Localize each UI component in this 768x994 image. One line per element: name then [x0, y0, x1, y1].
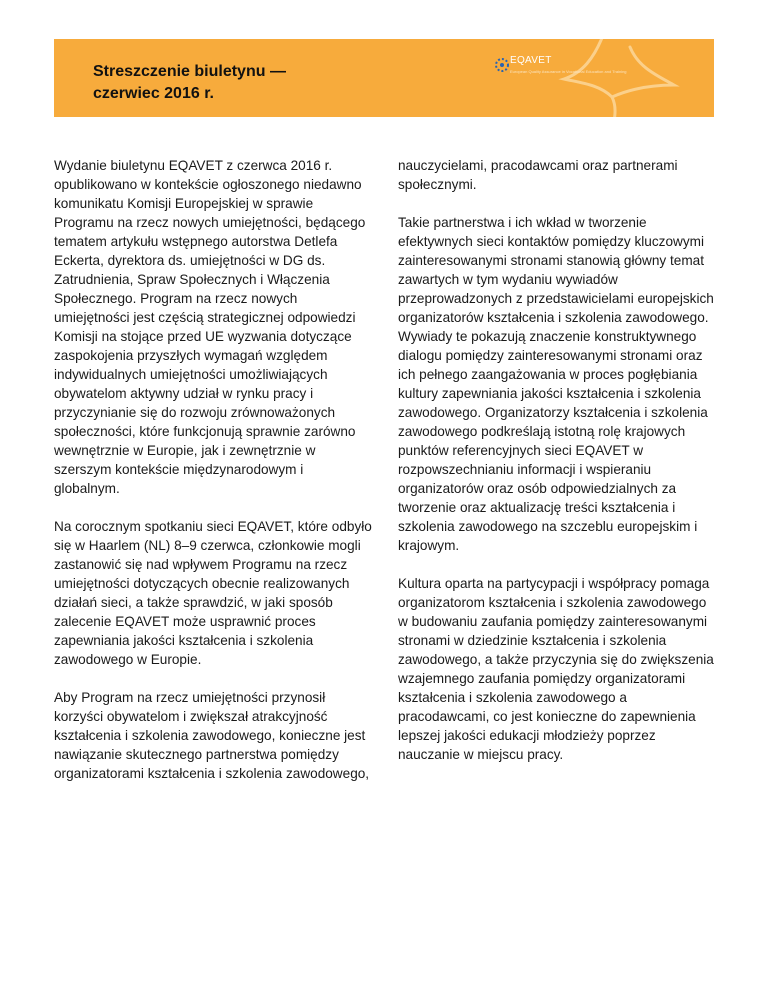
- right-column: [398, 156, 714, 783]
- paragraph: Na corocznym spotkaniu sieci EQAVET, które odbyło się w Haarlem (NL) 8–9 czerwca, członkowie mogli zastanowić się nad wpływem Programu na rzecz umiejętności dotyczących obecnie realizowanych działań sieci, a także sprawdzić, w jaki sposób zalecenie EQAVET może usprawnić proces zapewniania jakości kształcenia i szkolenia zawodowego w Europie.: [54, 519, 372, 667]
- logo-text: EQAVET: [510, 55, 552, 66]
- eqavet-logo: [494, 53, 634, 107]
- paragraph: Wydanie biuletynu EQAVET z czerwca 2016 r. opublikowano w kontekście ogłoszonego niedawno komunikatu Komisji Europejskiej w sprawie Programu na rzecz nowych umiejętności, będącego tematem artykułu wstępnego autorstwa Detlefa Eckerta, dyrektora ds. umiejętności w DG ds. Zatrudnienia, Spraw Społecznych i Włączenia Społecznego. Program na rzecz nowych umiejętności jest częścią strategicznej odpowiedzi Komisji na stojące przed UE wyzwania dotyczące zaspokojenia przyszłych wymagań względem indywidualnych umiejętności umożliwiających obywatelom aktywny udział w rynku pracy i przyczynianie się do rozwoju zrównoważonych społeczności, które funkcjonują sprawnie zarówno wewnętrznie w Europie, jak i zewnętrznie w szerszym kontekście międzynarodowym i globalnym.: [54, 158, 366, 496]
- left-column: [54, 156, 372, 802]
- header-banner: [54, 39, 714, 117]
- document-title: Streszczenie biuletynu — czerwiec 2016 r.: [93, 63, 286, 102]
- paragraph: nauczycielami, pracodawcami oraz partnerami społecznymi.: [398, 158, 678, 192]
- paragraph: Takie partnerstwa i ich wkład w tworzenie efektywnych sieci kontaktów pomiędzy kluczowymi zainteresowanymi stronami stanowią główny temat zawartych w tym wydaniu wywiadów przeprowadzonych z przedstawicielami europejskich organizatorów kształcenia i szkolenia zawodowego. Wywiady te pokazują znaczenie konstruktywnego dialogu pomiędzy zainteresowanymi stronami oraz ich pełnego zaangażowania w proces pogłębiania kultury zapewniania jakości kształcenia i szkolenia zawodowego. Organizatorzy kształcenia i szkolenia zawodowego podkreślają istotną rolę krajowych punktów referencyjnych sieci EQAVET w rozpowszechnianiu informacji i wspieraniu organizatorów oraz osób odpowiedzialnych za tworzenie oraz aktualizację treści kształcenia i szkolenia zawodowego na szczeblu europejskim i krajowym.: [398, 215, 714, 553]
- paragraph: Kultura oparta na partycypacji i współpracy pomaga organizatorom kształcenia i szkolenia zawodowego w budowaniu zaufania pomiędzy zainteresowanymi stronami w dziedzinie kształcenia i szkolenia zawodowego, a także przyczynia się do zwiększenia wzajemnego zaufania pomiędzy organizatorami kształcenia i szkolenia zawodowego a pracodawcami, co jest konieczne do zapewnienia lepszej jakości edukacji młodzieży poprzez nauczanie w miejscu pracy.: [398, 576, 714, 762]
- eu-stars-icon: [494, 57, 510, 73]
- logo-subtitle: European Quality Assurance in Vocational Education and Training: [510, 69, 627, 74]
- paragraph: Aby Program na rzecz umiejętności przynosił korzyści obywatelom i zwiększał atrakcyjność kształcenia i szkolenia zawodowego, konieczne jest nawiązanie skutecznego partnerstwa pomiędzy organizatorami kształcenia i szkolenia zawodowego,: [54, 690, 370, 781]
